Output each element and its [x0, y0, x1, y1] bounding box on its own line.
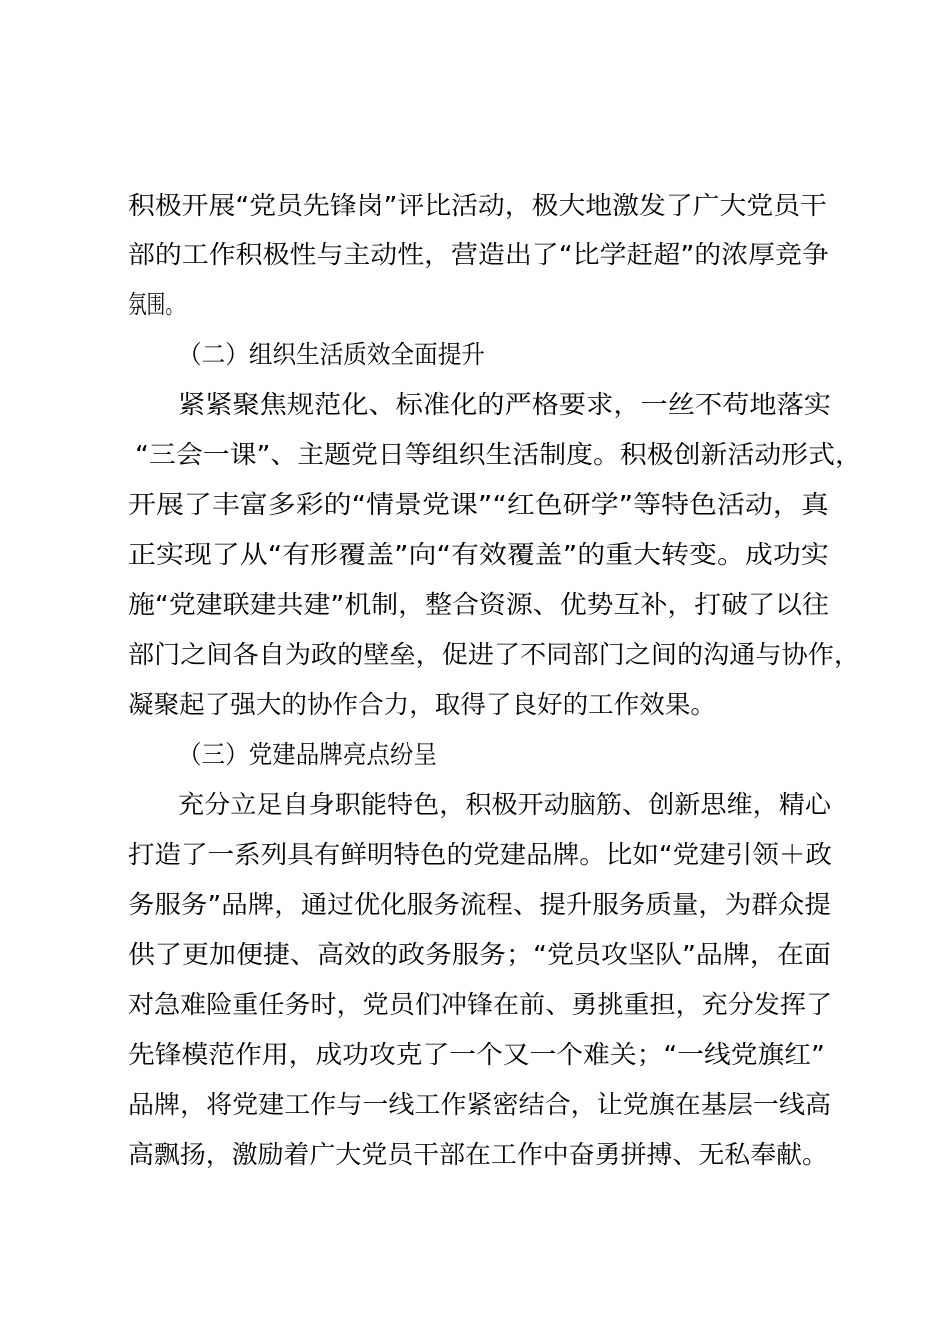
- section-heading: （二）组织生活质效全面提升: [178, 340, 486, 369]
- text-line: 品牌，将党建工作与一线工作紧密结合，让党旗在基层一线高: [128, 1090, 832, 1119]
- text-line: 正实现了从“有形覆盖”向“有效覆盖”的重大转变。成功实: [128, 540, 829, 569]
- text-line: 对急难险重任务时，党员们冲锋在前、勇挑重担，充分发挥了: [128, 990, 833, 1019]
- section-heading: （三）党建品牌亮点纷呈: [178, 740, 438, 769]
- text-line: “三会一课”、主题党日等组织生活制度。积极创新活动形式，: [135, 440, 862, 469]
- text-line: 施“党建联建共建”机制，整合资源、优势互补，打破了以往: [128, 590, 829, 619]
- text-line: 充分立足自身职能特色，积极开动脑筋、创新思维，精心: [178, 790, 832, 819]
- text-line: 部的工作积极性与主动性，营造出了“比学赶超”的浓厚竞争: [128, 240, 829, 269]
- text-line: 务服务”品牌，通过优化服务流程、提升服务质量，为群众提: [128, 890, 831, 919]
- text-line: 先锋模范作用，成功攻克了一个又一个难关；“一线党旗红”: [128, 1040, 825, 1069]
- text-line: 高飘扬，激励着广大党员干部在工作中奋勇拼搏、无私奉献。: [128, 1140, 828, 1169]
- text-line: 供了更加便捷、高效的政务服务；“党员攻坚队”品牌，在面: [128, 940, 831, 969]
- text-line: 开展了丰富多彩的“情景党课”“红色研学”等特色活动，真: [128, 490, 829, 519]
- text-line: 凝聚起了强大的协作合力，取得了良好的工作效果。: [128, 690, 717, 719]
- text-line: 打造了一系列具有鲜明特色的党建品牌。比如“党建引领＋政: [128, 840, 832, 869]
- text-line: 紧紧聚焦规范化、标准化的严格要求，一丝不苟地落实: [178, 390, 831, 419]
- text-line: 部门之间各自为政的壁垒，促进了不同部门之间的沟通与协作，: [128, 640, 861, 669]
- text-line: 积极开展“党员先锋岗”评比活动，极大地激发了广大党员干: [128, 191, 827, 220]
- text-line: 氛围。: [128, 290, 185, 319]
